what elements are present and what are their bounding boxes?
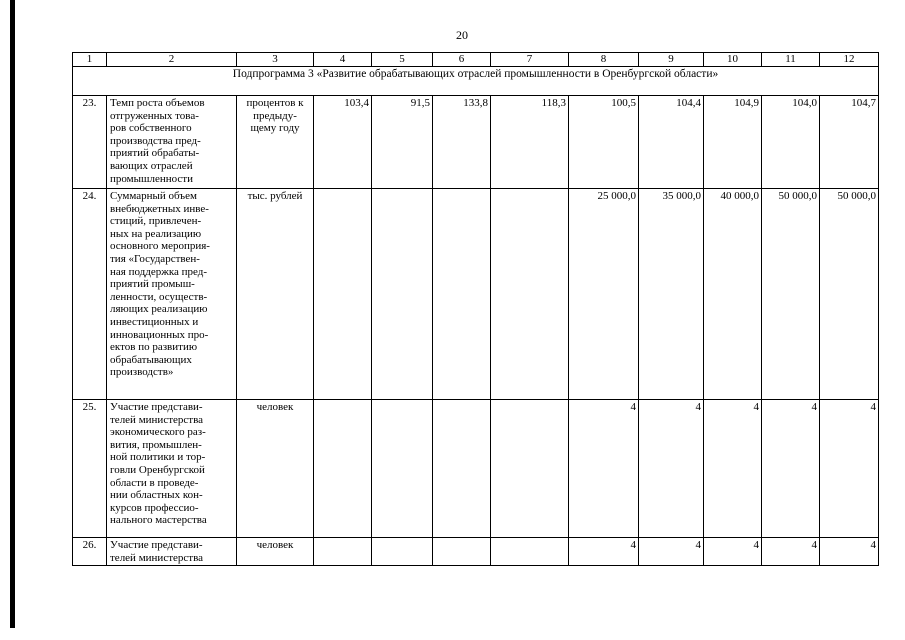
column-number: 10 bbox=[704, 53, 762, 67]
indicator-line: обрабатывающих bbox=[110, 353, 192, 366]
value-cell bbox=[372, 538, 433, 566]
indicator-line: Суммарный объем bbox=[110, 190, 197, 202]
subprogram-row bbox=[73, 67, 879, 96]
table-row bbox=[73, 538, 879, 566]
indicator-line: телей министерства bbox=[110, 413, 204, 426]
unit-of-measure bbox=[237, 400, 314, 538]
column-number: 2 bbox=[107, 53, 237, 67]
indicator-line: говли Оренбургской bbox=[110, 463, 205, 476]
value-cell: 50 000,0 bbox=[762, 189, 820, 400]
indicator-name bbox=[107, 400, 237, 538]
value-cell: 103,4 bbox=[314, 96, 372, 189]
indicator-line: основного мероприя- bbox=[110, 240, 210, 253]
value-cell: 4 bbox=[820, 400, 879, 538]
indicator-name bbox=[107, 189, 237, 400]
indicator-line: Участие представи- bbox=[110, 539, 203, 551]
value-cell: 4 bbox=[704, 538, 762, 566]
indicator-line: телей министерства bbox=[110, 551, 204, 564]
value-cell: 40 000,0 bbox=[704, 189, 762, 400]
indicator-line: промышленности bbox=[110, 172, 193, 185]
unit-of-measure bbox=[237, 538, 314, 566]
value-cell: 91,5 bbox=[372, 96, 433, 189]
indicator-line: ная поддержка пред- bbox=[110, 265, 208, 278]
value-cell bbox=[372, 189, 433, 400]
table-row bbox=[73, 189, 879, 400]
indicator-line: области в проведе- bbox=[110, 476, 199, 489]
indicator-line: нального мастерства bbox=[110, 514, 207, 527]
indicator-name bbox=[107, 96, 237, 189]
indicator-line: производств» bbox=[110, 366, 174, 379]
indicator-line: приятий промыш- bbox=[110, 278, 195, 291]
indicator-line: отгруженных това- bbox=[110, 109, 199, 122]
row-number: 26. bbox=[73, 538, 107, 566]
column-number: 6 bbox=[433, 53, 491, 67]
value-cell: 118,3 bbox=[491, 96, 569, 189]
value-cell bbox=[372, 400, 433, 538]
value-cell bbox=[491, 400, 569, 538]
value-cell bbox=[433, 400, 491, 538]
indicator-line: инновационных про- bbox=[110, 328, 209, 341]
value-cell bbox=[314, 189, 372, 400]
value-cell bbox=[491, 189, 569, 400]
unit-line: предыду- bbox=[253, 109, 297, 122]
value-cell: 133,8 bbox=[433, 96, 491, 189]
row-number: 23. bbox=[73, 96, 107, 189]
indicator-rows bbox=[73, 96, 879, 566]
indicator-line: внебюджетных инве- bbox=[110, 202, 209, 215]
indicator-line: стиций, привлечен- bbox=[110, 215, 202, 228]
indicator-name bbox=[107, 538, 237, 566]
value-cell: 4 bbox=[639, 538, 704, 566]
unit-line: тыс. рублей bbox=[247, 190, 303, 202]
value-cell: 4 bbox=[762, 538, 820, 566]
indicator-line: инвестиционных и bbox=[110, 315, 199, 328]
unit-line: человек bbox=[256, 401, 294, 413]
value-cell: 4 bbox=[704, 400, 762, 538]
binding-edge-bar bbox=[10, 0, 15, 628]
indicator-line: ной политики и тор- bbox=[110, 451, 206, 464]
column-number: 3 bbox=[237, 53, 314, 67]
value-cell bbox=[433, 538, 491, 566]
indicator-line: Участие представи- bbox=[110, 401, 203, 413]
column-number: 7 bbox=[491, 53, 569, 67]
indicator-line: нии областных кон- bbox=[110, 489, 203, 502]
indicator-line: вития, промышлен- bbox=[110, 438, 202, 451]
unit-line: процентов к bbox=[246, 97, 304, 109]
value-cell bbox=[491, 538, 569, 566]
indicator-line: экономического раз- bbox=[110, 426, 206, 439]
indicator-line: Темп роста объемов bbox=[110, 97, 205, 109]
indicators-table bbox=[72, 52, 879, 566]
column-number-header-row bbox=[73, 53, 879, 67]
value-cell: 4 bbox=[569, 538, 639, 566]
value-cell: 104,4 bbox=[639, 96, 704, 189]
row-number: 25. bbox=[73, 400, 107, 538]
table-row bbox=[73, 96, 879, 189]
column-number: 9 bbox=[639, 53, 704, 67]
value-cell: 35 000,0 bbox=[639, 189, 704, 400]
value-cell bbox=[433, 189, 491, 400]
value-cell: 4 bbox=[820, 538, 879, 566]
subprogram-title: Подпрограмма 3 «Развитие обрабатывающих отраслей промышленности в Оренбургской области» bbox=[73, 67, 879, 96]
column-number: 12 bbox=[820, 53, 879, 67]
column-number: 11 bbox=[762, 53, 820, 67]
unit-line: человек bbox=[256, 539, 294, 551]
table-row bbox=[73, 400, 879, 538]
row-number: 24. bbox=[73, 189, 107, 400]
column-number: 8 bbox=[569, 53, 639, 67]
indicator-line: ектов по развитию bbox=[110, 341, 198, 354]
indicator-line: вающих отраслей bbox=[110, 159, 193, 172]
indicator-line: ленности, осуществ- bbox=[110, 290, 208, 303]
indicator-line: ров собственного bbox=[110, 122, 192, 135]
column-number: 5 bbox=[372, 53, 433, 67]
column-number: 1 bbox=[73, 53, 107, 67]
unit-line: щему году bbox=[250, 122, 300, 135]
column-number: 4 bbox=[314, 53, 372, 67]
unit-of-measure bbox=[237, 189, 314, 400]
value-cell: 4 bbox=[639, 400, 704, 538]
value-cell: 4 bbox=[569, 400, 639, 538]
value-cell: 25 000,0 bbox=[569, 189, 639, 400]
unit-of-measure bbox=[237, 96, 314, 189]
value-cell: 104,0 bbox=[762, 96, 820, 189]
indicator-line: ляющих реализацию bbox=[110, 303, 208, 316]
value-cell: 50 000,0 bbox=[820, 189, 879, 400]
value-cell: 104,7 bbox=[820, 96, 879, 189]
page-number: 20 bbox=[456, 28, 468, 42]
indicator-line: производства пред- bbox=[110, 134, 201, 147]
indicator-line: тия «Государствен- bbox=[110, 252, 200, 265]
value-cell: 100,5 bbox=[569, 96, 639, 189]
value-cell bbox=[314, 400, 372, 538]
value-cell bbox=[314, 538, 372, 566]
indicator-line: ных на реализацию bbox=[110, 227, 202, 240]
indicator-line: курсов профессио- bbox=[110, 501, 199, 514]
value-cell: 104,9 bbox=[704, 96, 762, 189]
value-cell: 4 bbox=[762, 400, 820, 538]
indicator-line: приятий обрабаты- bbox=[110, 147, 200, 160]
